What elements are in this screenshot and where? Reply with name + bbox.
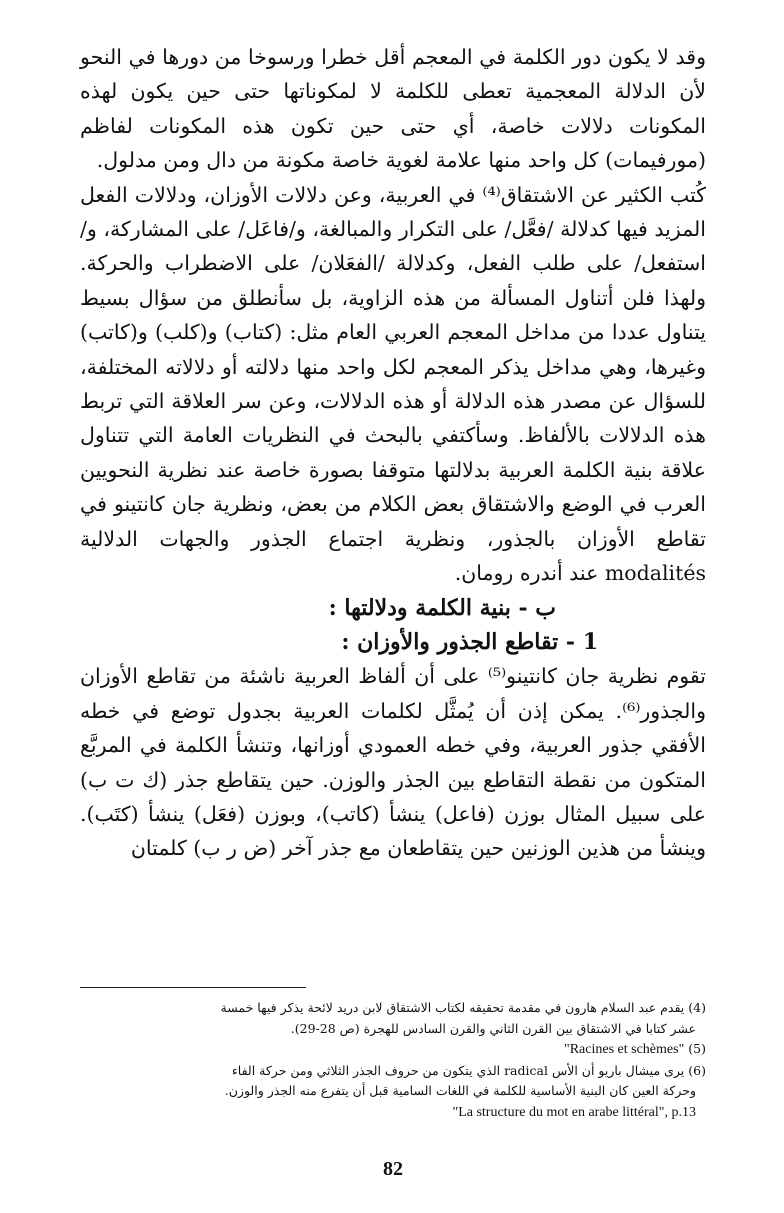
footnote-6 bbox=[80, 1061, 706, 1082]
page-number: 82 bbox=[383, 1158, 403, 1180]
footnote-4 bbox=[80, 998, 706, 1019]
paragraph-1: وقد لا يكون دور الكلمة في المعجم أقل خطرا ورسوخا من دورها في النحو لأن الدلالة المعجمية تعطى للكلمة لا لمكوناتها حتى حين يكون لهذه المكونات دلالات خاصة، أي حتى حين تكون هذه المكونات لفاظم (مورفيمات) كل واحد منها علامة لغوية خاصة مكونة من دال ومن مدلول. bbox=[80, 45, 706, 173]
paragraph-3: تقوم نظرية جان كانتينو⁽⁵⁾ على أن ألفاظ العربية ناشئة من تقاطع الأوزان والجذور⁽⁶⁾. يمكن إذن أن يُمثَّل لكلمات العربية بجدول توضع في خطه الأفقي جذور العربية، وفي خطه العمودي أوزانها، وتنشأ الكلمة في المربَّع المتكون من نقطة التقاطع بين الجذر والوزن. حين يتقاطع جذر (ك ت ب) على سبيل المثال بوزن (فاعل) ينشأ (كاتب)، وبوزن (فعَل) ينشأ (كتَب). وينشأ من هذين الوزنين حين يتقاطعان مع جذر آخر (ض ر ب) كلمتان bbox=[80, 664, 706, 861]
footnote-6-source bbox=[80, 1102, 706, 1124]
footnote-5 bbox=[80, 1039, 706, 1061]
footnote-6-continuation: وحركة العين كان البنية الأساسية للكلمة في اللغات السامية قبل أن يتفرع منه الجذر والوزن. bbox=[224, 1083, 696, 1098]
footnote-divider bbox=[80, 987, 306, 988]
footnote-4-continuation: عشر كتابا في الاشتقاق بين القرن الثاني والقرن السادس للهجرة (ص 28-29). bbox=[290, 1020, 696, 1036]
footnote-6-text: يرى ميشال باريو أن الأس radical الذي يتكون من حروف الجذر الثلاثي ومن حركة الفاء bbox=[231, 1062, 685, 1078]
footnote-4-number: (4) bbox=[688, 1000, 706, 1015]
footnote-4-text: يقدم عبد السلام هارون في مقدمة تحقيقه لكتاب الاشتقاق لابن دريد لائحة يذكر فيها خمسة bbox=[220, 1000, 685, 1015]
footnote-5-text: "Racines et schèmes" bbox=[564, 1042, 685, 1057]
subsection-heading-1: 1 - تقاطع الجذور والأوزان : bbox=[341, 628, 598, 655]
footnotes bbox=[80, 998, 706, 1123]
footnote-6-number: (6) bbox=[688, 1062, 706, 1078]
book-page bbox=[80, 40, 706, 1190]
paragraph-2: كُتب الكثير عن الاشتقاق⁽⁴⁾ في العربية، وعن دلالات الأوزان، ودلالات الفعل المزيد فيها كدلالة /فعَّل/ على التكرار والمبالغة، و/فاعَل/ على المشاركة، و/استفعل/ على طلب الفعل، وكدلالة /الفعَلان/ على الاضطراب والحركة. ولهذا فلن أتناول المسألة من هذه الزاوية، بل سأنطلق من سؤال بسيط يتناول عددا من مداخل المعجم العربي العام مثل: (كتاب) و(كلب) و(كاتب) وغيرها، وهي مداخل يذكر المعجم لكل واحد منها دلالته أو دلالاته المختلفة، للسؤال عن مصدر هذه الدلالة أو هذه الدلالات، وعن سر العلاقة التي تربط هذه الدلالات بالألفاظ. وسأكتفي بالبحث في النظريات العامة التي تتناول علاقة بنية الكلمة العربية بدلالتها متوقفا بصورة خاصة عند نظرية النحويين العرب في الوضع والاشتقاق بعض الكلام من بعض، ونظرية جان كانتينو في تقاطع الأوزان بالجذور، ونظرية اجتماع الجذور والجهات الدلالية modalités عند أندره رومان. bbox=[80, 182, 707, 586]
footnote-6-source-text: "La structure du mot en arabe littéral", p.13 bbox=[452, 1104, 696, 1120]
footnote-5-number: (5) bbox=[688, 1041, 706, 1056]
section-heading-b: ب - بنية الكلمة ودلالتها : bbox=[328, 594, 556, 621]
